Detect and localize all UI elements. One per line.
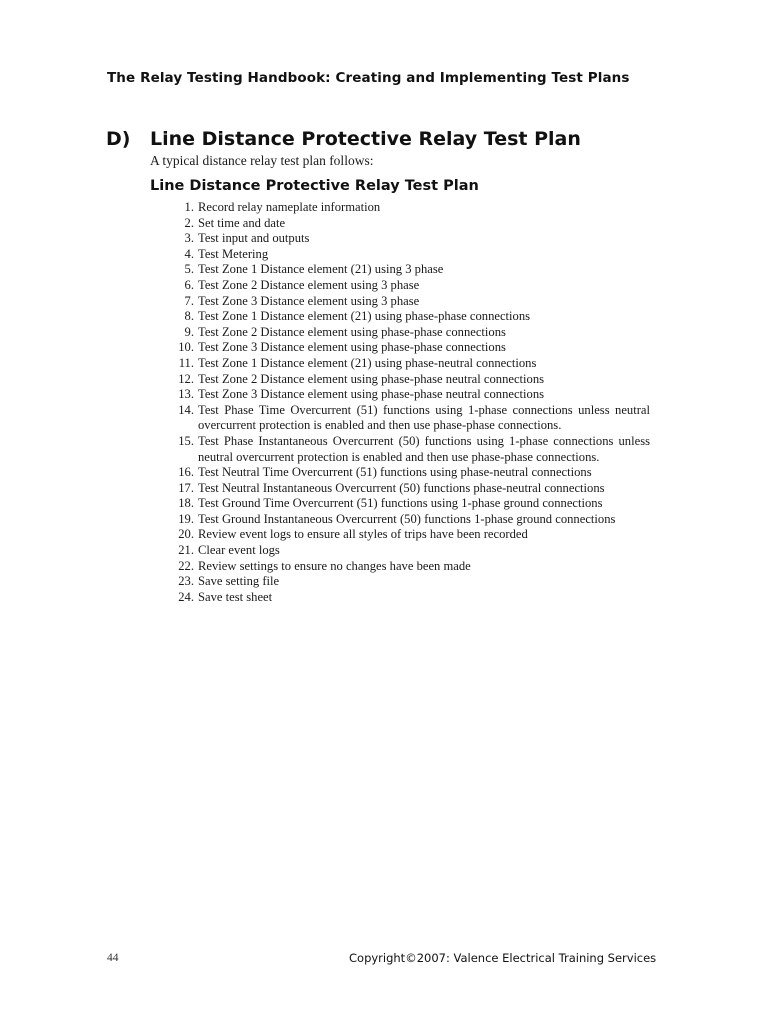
list-item [150,309,650,325]
step-text: Test Zone 3 Distance element using 3 phase [198,293,420,308]
step-number: 22. [178,558,194,573]
step-number: 3. [184,231,194,246]
step-text: Test input and outputs [198,231,310,246]
step-number: 2. [184,215,194,230]
step-number: 12. [178,371,194,386]
step-text: Test Metering [198,246,269,261]
step-text: Test Neutral Instantaneous Overcurrent (50) functions phase-neutral connections [198,480,605,495]
list-item [150,247,650,263]
list-item [150,465,650,481]
step-number: 6. [184,277,194,292]
step-text: Save setting file [198,574,280,589]
page-number: 44 [107,952,119,964]
test-plan-subtitle: Line Distance Protective Relay Test Plan [150,178,479,194]
step-text: Clear event logs [198,543,280,558]
step-text: Test Zone 2 Distance element using phase-phase neutral connections [198,371,545,386]
step-number: 14. [178,402,194,417]
step-number: 7. [184,293,194,308]
step-text: Set time and date [198,215,286,230]
list-item [150,527,650,543]
step-number: 13. [178,387,194,402]
list-item [150,574,650,590]
list-item [150,543,650,559]
list-item [150,262,650,278]
list-item [150,216,650,232]
step-number: 5. [184,262,194,277]
step-text: Test Neutral Time Overcurrent (51) functions using phase-neutral connections [198,465,592,480]
step-text: Test Zone 1 Distance element (21) using phase-phase connections [198,309,531,324]
test-plan-steps [150,200,650,605]
step-number: 24. [178,589,194,604]
step-text: Test Zone 1 Distance element (21) using 3 phase [198,262,444,277]
step-number: 9. [184,324,194,339]
step-text: Test Zone 3 Distance element using phase-phase neutral connections [198,387,545,402]
list-item [150,403,650,434]
step-number: 21. [178,543,194,558]
section-letter: D) [106,128,131,150]
step-number: 16. [178,465,194,480]
step-number: 15. [178,433,194,448]
step-text: Test Phase Time Overcurrent (51) functions using 1-phase connections unless neutral overcurrent protection is enabled and then use phase-phase connections. [198,402,650,433]
list-item [150,356,650,372]
list-item [150,481,650,497]
list-item [150,340,650,356]
step-number: 18. [178,496,194,511]
step-text: Test Zone 2 Distance element using phase-phase connections [198,324,506,339]
step-number: 10. [178,340,194,355]
step-number: 17. [178,480,194,495]
list-item [150,372,650,388]
step-number: 19. [178,511,194,526]
step-text: Save test sheet [198,589,273,604]
step-text: Test Ground Time Overcurrent (51) functions using 1-phase ground connections [198,496,603,511]
list-item [150,559,650,575]
list-item [150,590,650,606]
step-number: 8. [184,309,194,324]
step-number: 1. [184,200,194,214]
step-text: Review settings to ensure no changes have been made [198,558,471,573]
step-text: Test Zone 2 Distance element using 3 phase [198,277,420,292]
list-item [150,496,650,512]
section-intro: A typical distance relay test plan follows: [150,153,374,168]
list-item [150,512,650,528]
list-item [150,434,650,465]
footer-copyright: Copyright©2007: Valence Electrical Training Services [349,951,657,965]
step-number: 20. [178,527,194,542]
section-title: Line Distance Protective Relay Test Plan [150,128,581,150]
step-number: 23. [178,574,194,589]
step-text: Record relay nameplate information [198,200,381,214]
list-item [150,200,650,216]
list-item [150,278,650,294]
step-text: Test Phase Instantaneous Overcurrent (50) functions using 1-phase connections unless neutral overcurrent protection is enabled and then use phase-phase connections. [198,433,650,464]
list-item [150,294,650,310]
step-text: Review event logs to ensure all styles of trips have been recorded [198,527,528,542]
step-text: Test Ground Instantaneous Overcurrent (50) functions 1-phase ground connections [198,511,616,526]
step-number: 11. [178,355,194,370]
running-header: The Relay Testing Handbook: Creating and Implementing Test Plans [107,70,630,86]
step-text: Test Zone 3 Distance element using phase-phase connections [198,340,506,355]
list-item [150,387,650,403]
step-number: 4. [184,246,194,261]
list-item [150,325,650,341]
list-item [150,231,650,247]
step-text: Test Zone 1 Distance element (21) using phase-neutral connections [198,355,537,370]
